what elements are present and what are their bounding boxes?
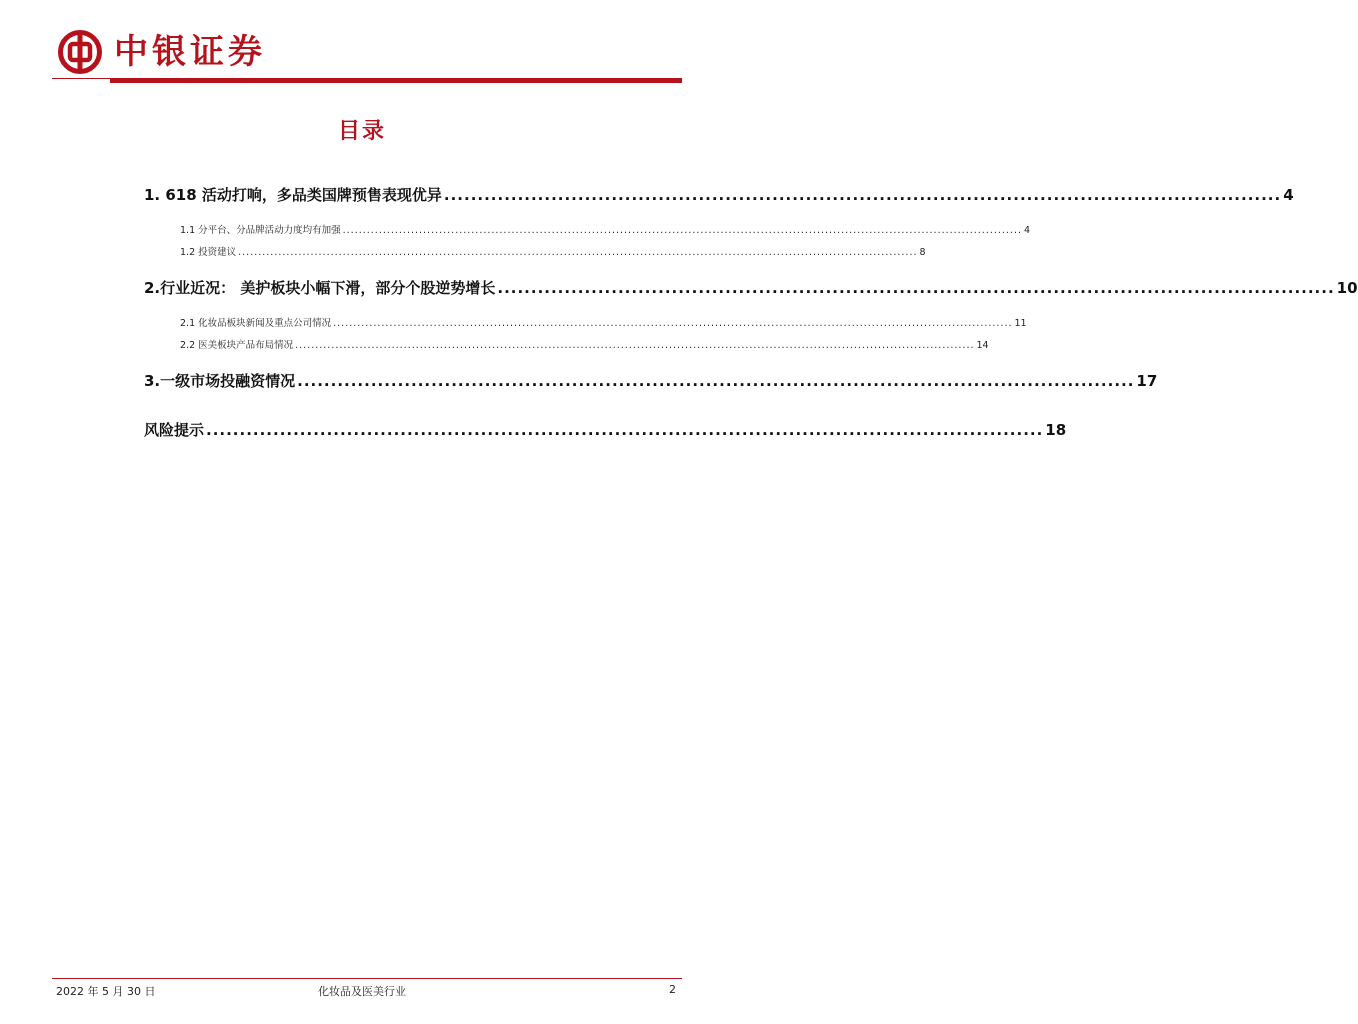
toc-leader-dots: ............................................................................................................................. bbox=[497, 279, 1335, 297]
toc-leader-dots: ............................................................................................................................. bbox=[206, 421, 1044, 439]
toc-entry-page: 4 bbox=[1023, 225, 1031, 236]
bank-of-china-logo-icon bbox=[58, 30, 102, 74]
toc-entry-label: 1.1 分平台、分品牌活动力度均有加强 bbox=[180, 225, 341, 236]
toc-entry-page: 14 bbox=[976, 340, 989, 351]
toc-entry-page: 10 bbox=[1336, 279, 1358, 297]
report-header bbox=[56, 28, 682, 84]
toc-entry-label: 风险提示 bbox=[144, 421, 205, 439]
toc-entry-1-1[interactable] bbox=[180, 222, 1031, 236]
toc-entry-2[interactable] bbox=[144, 277, 1358, 298]
toc-entry-page: 4 bbox=[1283, 186, 1294, 204]
header-divider-bar bbox=[110, 78, 682, 83]
toc-entry-label: 2.2 医美板块产品布局情况 bbox=[180, 340, 294, 351]
toc-entry-label: 2.行业近况： 美护板块小幅下滑，部分个股逆势增长 bbox=[144, 279, 496, 297]
brand-name: 中银证券 bbox=[114, 32, 266, 72]
toc-entry-page: 18 bbox=[1045, 421, 1067, 439]
toc-leader-dots: ......................................................................................................................................................................... bbox=[238, 247, 918, 258]
toc-entry-page: 11 bbox=[1014, 318, 1027, 329]
toc-entry-label: 1. 618 活动打响，多品类国牌预售表现优异 bbox=[144, 186, 442, 204]
toc-entry-label: 2.1 化妆品板块新闻及重点公司情况 bbox=[180, 318, 332, 329]
toc-entry-risk[interactable] bbox=[144, 419, 1067, 440]
toc-entry-page: 17 bbox=[1136, 372, 1158, 390]
toc-leader-dots: ......................................................................................................................................................................... bbox=[295, 340, 975, 351]
toc-entry-label: 3.一级市场投融资情况 bbox=[144, 372, 296, 390]
footer-page-number: 2 bbox=[669, 983, 676, 996]
toc-entry-1[interactable] bbox=[144, 184, 1294, 205]
toc-entry-2-2[interactable] bbox=[180, 337, 989, 351]
toc-entry-2-1[interactable] bbox=[180, 315, 1027, 329]
toc-leader-dots: ............................................................................................................................. bbox=[443, 186, 1282, 204]
toc-entry-label: 1.2 投资建议 bbox=[180, 247, 237, 258]
toc-entry-1-2[interactable] bbox=[180, 244, 926, 258]
toc-entry-page: 8 bbox=[919, 247, 926, 258]
footer-divider bbox=[52, 978, 682, 979]
toc-title: 目录 bbox=[337, 119, 386, 144]
footer-report-name: 化妆品及医美行业 bbox=[318, 985, 406, 998]
toc-leader-dots: ......................................................................................................................................................................... bbox=[333, 318, 1013, 329]
footer-date: 2022 年 5 月 30 日 bbox=[56, 985, 156, 998]
toc-leader-dots: ............................................................................................................................. bbox=[297, 372, 1135, 390]
toc-leader-dots: ......................................................................................................................................................................... bbox=[342, 225, 1022, 236]
toc-entry-3[interactable] bbox=[144, 370, 1158, 391]
